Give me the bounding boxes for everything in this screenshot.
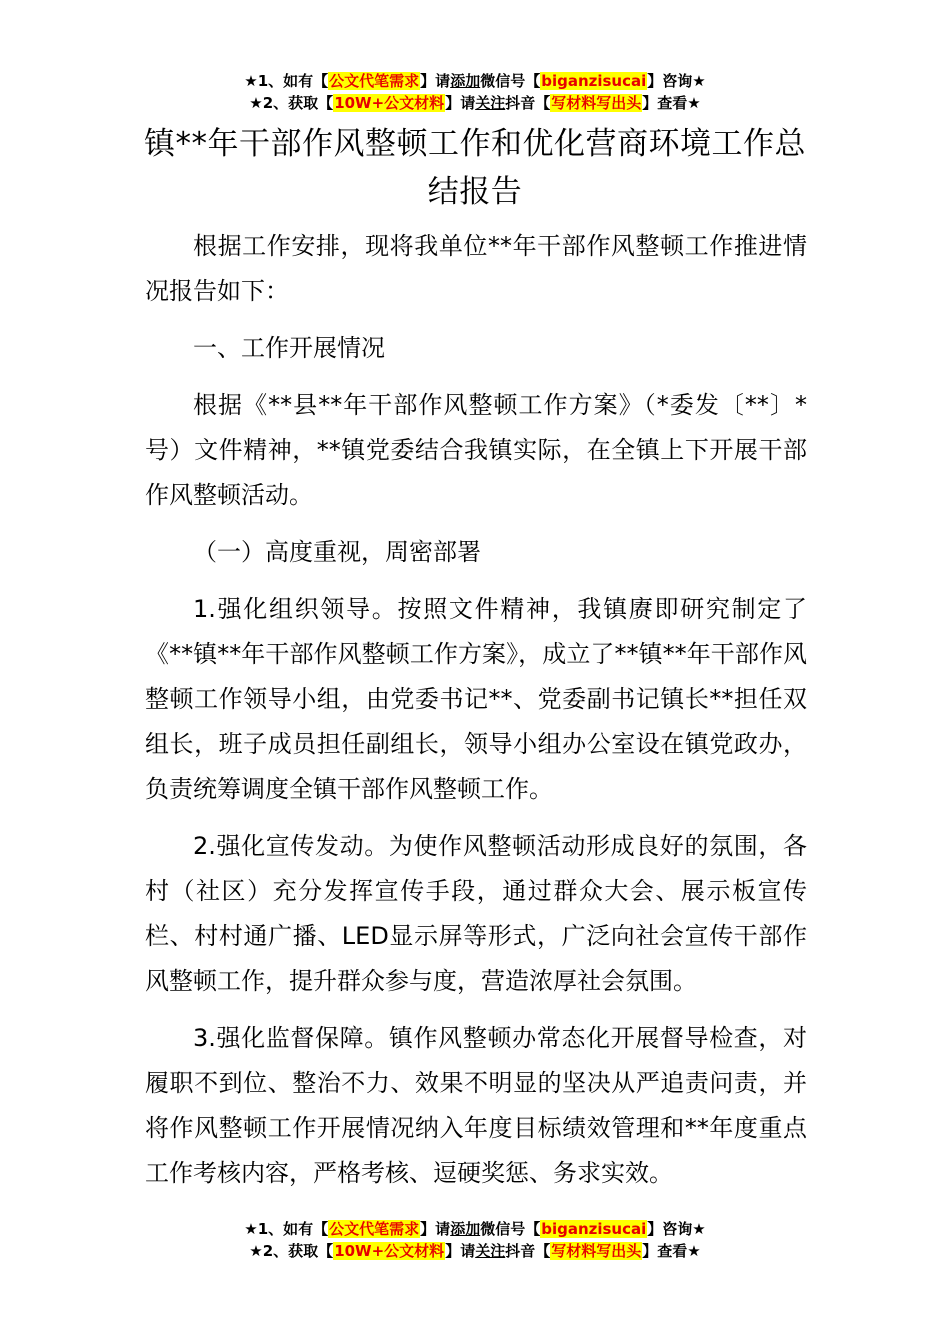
header-banner [0,70,950,114]
paragraph-intro: 根据工作安排，现将我单位**年干部作风整顿工作推进情况报告如下： [145,232,807,305]
heading-subsection-1: （一）高度重视，周密部署 [193,538,481,566]
highlight-materials: 10W+公文材料 [334,1242,445,1260]
heading-section-1: 一、工作开展情况 [193,334,385,362]
highlight-douyin-id: 写材料写出头 [551,94,642,112]
paragraph-item-1: 1.强化组织领导。按照文件精神，我镇赓即研究制定了《**镇**年干部作风整顿工作方案》，成立了**镇**年干部作风整顿工作领导小组，由党委书记**、党委副书记镇长**担任双组长，班子成员担任副组长，领导小组办公室设在镇党政办，负责统筹调度全镇干部作风整顿工作。 [145,595,807,803]
banner-line-1: ★1、如有【公文代笔需求】请添加微信号【biganzisucai】咨询★ [244,72,706,90]
highlight-wechat-id: biganzisucai [541,72,647,90]
footer-line-2: ★2、获取【10W+公文材料】请关注抖音【写材料写出头】查看★ [249,1242,701,1260]
highlight-wechat-id: biganzisucai [541,1220,647,1238]
highlight-materials: 10W+公文材料 [334,94,445,112]
highlight-douyin-id: 写材料写出头 [551,1242,642,1260]
document-body [145,224,807,1208]
highlight-service: 公文代笔需求 [329,72,420,90]
paragraph-item-2: 2.强化宣传发动。为使作风整顿活动形成良好的氛围，各村（社区）充分发挥宣传手段，通过群众大会、展示板宣传栏、村村通广播、LED显示屏等形式，广泛向社会宣传干部作风整顿工作，提升群众参与度，营造浓厚社会氛围。 [145,832,807,995]
document-title: 镇**年干部作风整顿工作和优化营商环境工作总结报告 [144,126,806,210]
banner-line-2: ★2、获取【10W+公文材料】请关注抖音【写材料写出头】查看★ [249,94,701,112]
paragraph-basis: 根据《**县**年干部作风整顿工作方案》（*委发〔**〕*号）文件精神，**镇党委结合我镇实际，在全镇上下开展干部作风整顿活动。 [145,391,807,509]
paragraph-item-3: 3.强化监督保障。镇作风整顿办常态化开展督导检查，对履职不到位、整治不力、效果不明显的坚决从严追责问责，并将作风整顿工作开展情况纳入年度目标绩效管理和**年度重点工作考核内容，严格考核、逗硬奖惩、务求实效。 [145,1024,807,1187]
highlight-service: 公文代笔需求 [329,1220,420,1238]
footer-line-1: ★1、如有【公文代笔需求】请添加微信号【biganzisucai】咨询★ [244,1220,706,1238]
footer-banner [0,1218,950,1262]
